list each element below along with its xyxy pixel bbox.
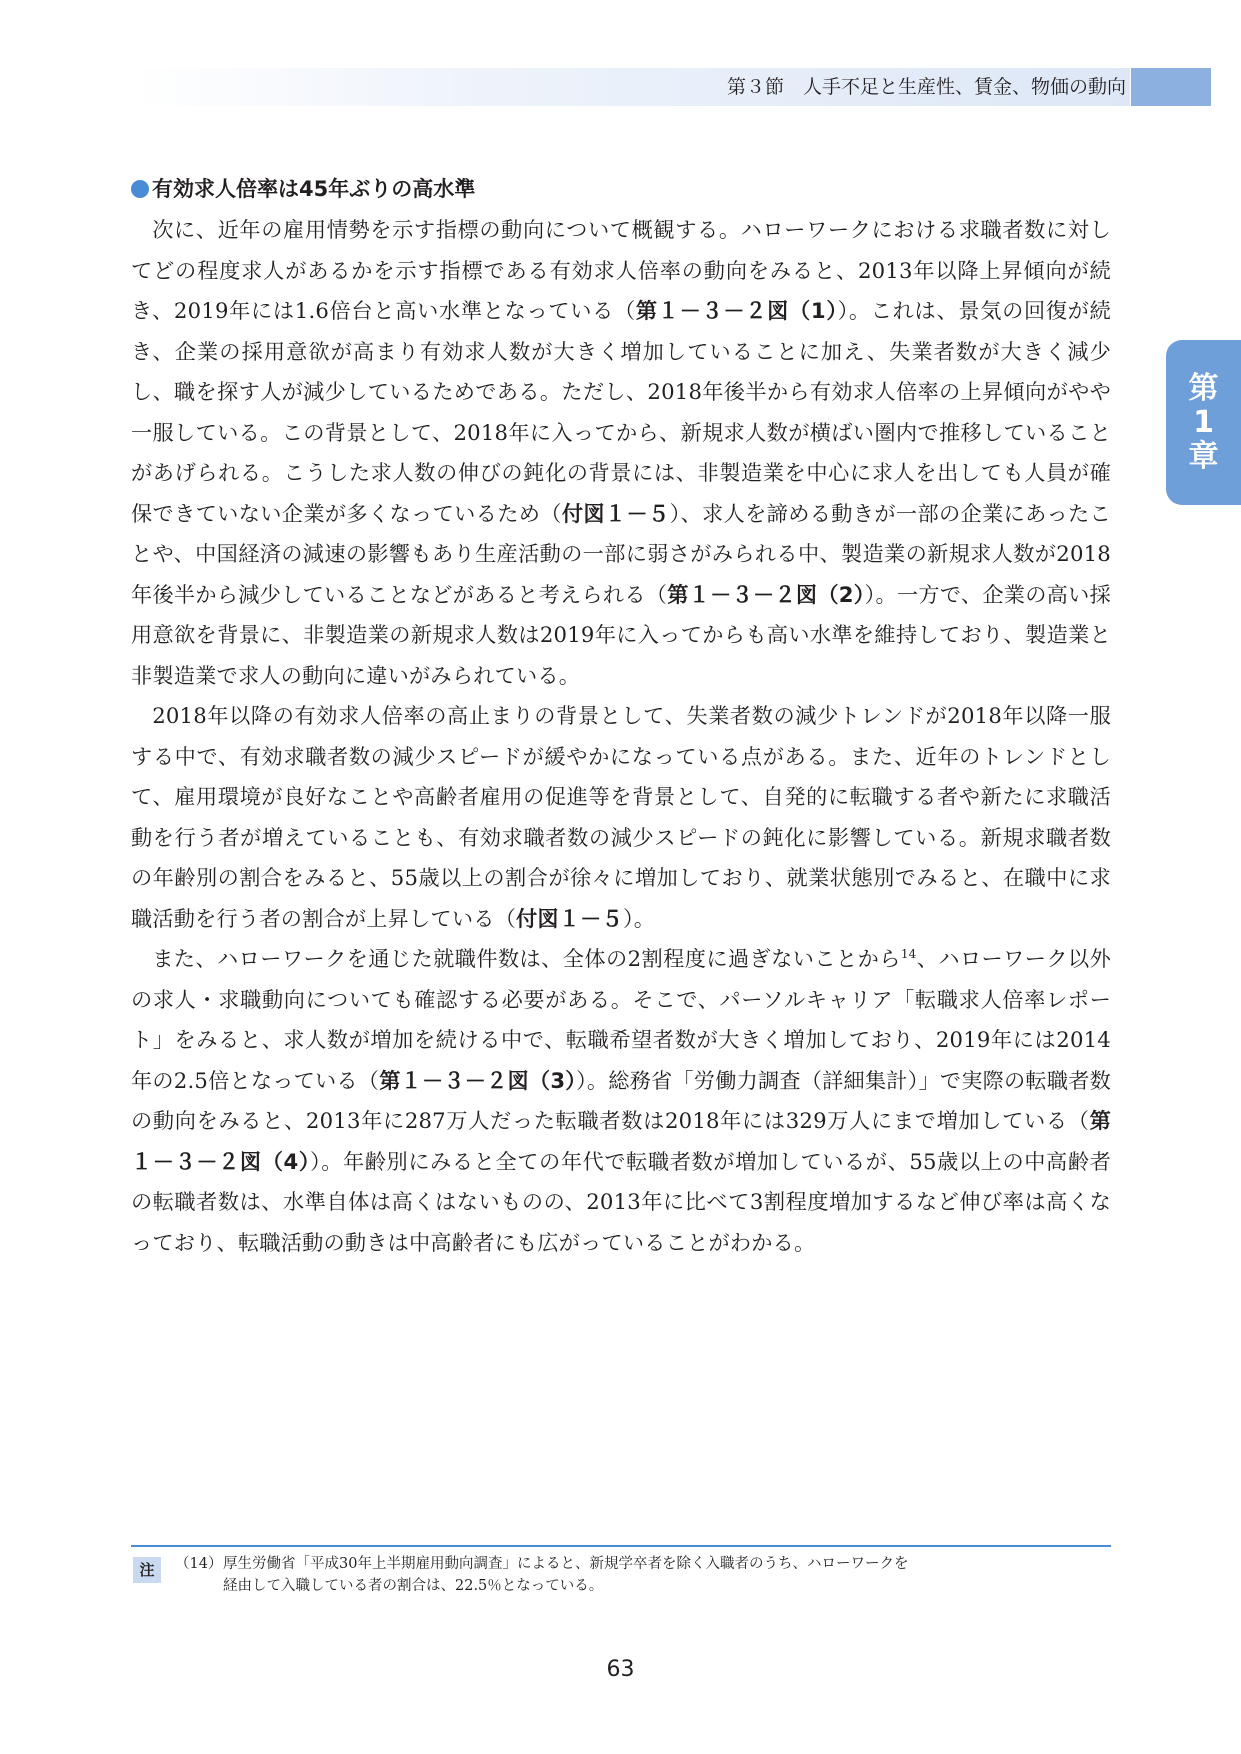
figure-reference: 付図１－５ — [561, 500, 670, 526]
chapter-tab — [1166, 340, 1241, 505]
figure-reference: 第１－３－２図（2） — [667, 581, 865, 607]
page-number: 63 — [606, 1657, 635, 1682]
figure-reference: 付図１－５ — [515, 905, 623, 931]
section-heading-text: 有効求人倍率は45年ぶりの高水準 — [152, 177, 476, 201]
paragraph-text: ）。総務省「労働力調査（詳細集計）」で実際の転職者数の動向をみると、2013年に287万人だった転職者数は2018年には329万人にまで増加している（ — [131, 1067, 1111, 1133]
bullet-dot-icon — [131, 180, 149, 198]
paragraph-text: ）。年齢別にみると全ての年代で転職者数が増加しているが、55歳以上の中高齢者の転職者数は、水準自体は高くはないものの、2013年に比べて3割程度増加するなど伸び率は高くなっており、転職活動の動きは中高齢者にも広がっていることがわかる。 — [131, 1148, 1111, 1255]
footnote-number: （14） — [175, 1556, 223, 1572]
paragraph — [131, 696, 1111, 939]
paragraph-text: また、ハローワークを通じた就職件数は、全体の2割程度に過ぎないことから — [152, 946, 901, 971]
footnote-marker: 14 — [900, 946, 917, 961]
paragraph — [131, 939, 1111, 1263]
paragraph — [131, 210, 1111, 696]
paragraph-text: 、ハローワーク以外の求人・求職動向についても確認する必要がある。そこで、パーソルキャリア「転職求人倍率レポート」をみると、求人数が増加を続ける中で、転職希望者数が大きく増加しており、2019年には2014年の2.5倍となっている（ — [131, 946, 1111, 1093]
footnote-text: 厚生労働省「平成30年上半期雇用動向調査」によると、新規学卒者を除く入職者のうち、ハローワークを — [223, 1556, 909, 1572]
chapter-tab-number: 1 — [1193, 404, 1214, 440]
paragraph-text: ）。一方で、企業の高い採用意欲を背景に、非製造業の新規求人数は2019年に入ってからも高い水準を維持しており、製造業と非製造業で求人の動向に違いがみられている。 — [131, 581, 1111, 688]
section-heading — [131, 172, 475, 206]
paragraph-text: 2018年以降の有効求人倍率の高止まりの背景として、失業者数の減少トレンドが2018年以降一服する中で、有効求職者数の減少スピードが緩やかになっている点がある。また、近年のトレンドとして、雇用環境が良好なことや高齢者雇用の促進等を背景として、自発的に転職する者や新たに求職活動を行う者が増えていることも、有効求職者数の減少スピードの鈍化に影響している。新規求職者数の年齢別の割合をみると、55歳以上の割合が徐々に増加しており、就業状態別でみると、在職中に求職活動を行う者の割合が上昇している（ — [131, 703, 1111, 931]
body-text — [131, 210, 1111, 1263]
paragraph-text: ）、求人を諦める動きが一部の企業にあったことや、中国経済の減速の影響もあり生産活動の一部に弱さがみられる中、製造業の新規求人数が2018年後半から減少していることなどがあると考えられる（ — [131, 500, 1111, 607]
footnote-text: 経由して入職している者の割合は、22.5％となっている。 — [223, 1578, 604, 1594]
paragraph-text: 次に、近年の雇用情勢を示す指標の動向について概観する。ハローワークにおける求職者数に対してどの程度求人があるかを示す指標である有効求人倍率の動向をみると、2013年以降上昇傾向が続き、2019年には1.6倍台と高い水準となっている（ — [131, 217, 1111, 323]
paragraph-text: ）。 — [622, 905, 656, 931]
chapter-tab-char: 第 — [1188, 370, 1219, 406]
running-header-accent — [1131, 68, 1211, 106]
running-header-title: 第３節 人手不足と生産性、賃金、物価の動向 — [726, 76, 1126, 98]
figure-reference: 第１－３－２図（3） — [379, 1067, 577, 1093]
footnote-line — [175, 1553, 1115, 1575]
chapter-tab-char: 章 — [1188, 438, 1219, 474]
figure-reference: 第１－３－２図（1） — [635, 298, 838, 323]
footnote-badge: 注 — [133, 1557, 161, 1583]
footnote-rule — [131, 1545, 1111, 1547]
footnote — [175, 1553, 1115, 1597]
figure-reference: 第１－３－２図（4） — [131, 1108, 1111, 1174]
paragraph-text: ）。これは、景気の回復が続き、企業の採用意欲が高まり有効求人数が大きく増加していることに加え、失業者数が大きく減少し、職を探す人が減少しているためである。ただし、2018年後半から有効求人倍率の上昇傾向がやや一服している。この背景として、2018年に入ってから、新規求人数が横ばい圏内で推移していることがあげられる。こうした求人数の伸びの鈍化の背景には、非製造業を中心に求人を出しても人員が確保できていない企業が多くなっているため（ — [131, 298, 1111, 526]
